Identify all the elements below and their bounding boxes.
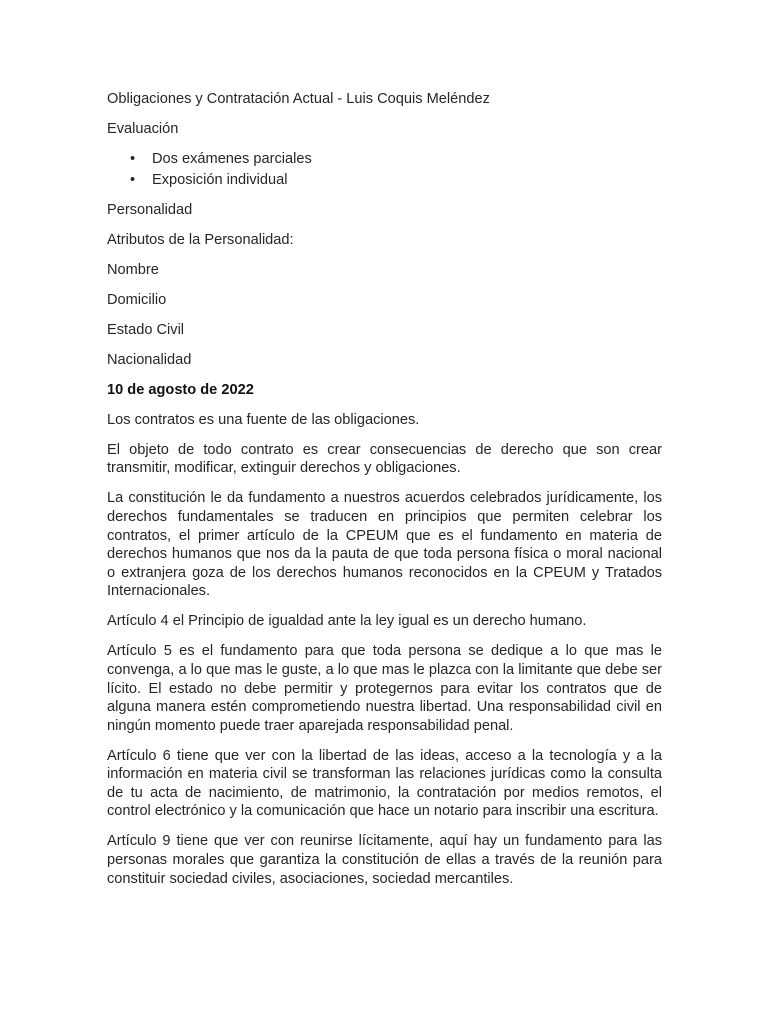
- paragraph-constitution: La constitución le da fundamento a nuestros acuerdos celebrados jurídicamente, los derechos fundamentales se traducen en principios que permiten celebrar los contratos, el primer artículo de la CPEUM que es el fundamento en materia de derechos humanos que nos da la pauta de que toda persona física o moral nacional o extranjera goza de los derechos humanos reconocidos en la CPEUM y Tratados Internacionales.: [107, 490, 662, 600]
- evaluation-heading: Evaluación: [107, 120, 179, 137]
- document-title: Obligaciones y Contratación Actual - Luis Coquis Meléndez: [107, 91, 490, 107]
- date-heading: 10 de agosto de 2022: [107, 381, 254, 398]
- paragraph-contracts-source: Los contratos es una fuente de las obligaciones.: [107, 411, 420, 428]
- evaluation-list: [107, 150, 662, 190]
- list-item: [107, 171, 662, 190]
- paragraph-article-9: Artículo 9 tiene que ver con reunirse lícitamente, aquí hay un fundamento para las personas morales que garantiza la constitución de ellas a través de la reunión para constituir sociedad civiles, asociaciones, sociedad mercantiles.: [107, 833, 662, 887]
- list-item: [107, 150, 662, 169]
- personality-heading: Personalidad: [107, 201, 193, 218]
- paragraph-article-6: Artículo 6 tiene que ver con la libertad de las ideas, acceso a la tecnología y a la información en materia civil se transforman las relaciones jurídicas como la consulta de tu acta de nacimiento, de matrimonio, la contratación por medios remotos, el control electrónico y la comunicación que hace un notario para inscribir una escritura.: [107, 747, 662, 820]
- paragraph-article-4: Artículo 4 el Principio de igualdad ante la ley igual es un derecho humano.: [107, 613, 587, 630]
- attribute-civil-status: Estado Civil: [107, 321, 185, 338]
- paragraph-article-5: Artículo 5 es el fundamento para que toda persona se dedique a lo que mas le convenga, a lo que mas le guste, a lo que mas le plazca con la limitante que debe ser lícito. El estado no debe permitir y protegernos para evitar los contratos que de alguna manera estén comprometiendo nuestra libertad. Una responsabilidad civil en ningún momento puede traer aparejada responsabilidad penal.: [107, 643, 662, 734]
- attribute-name: Nombre: [107, 261, 159, 278]
- attribute-address: Domicilio: [107, 291, 167, 308]
- list-item-text: Dos exámenes parciales: [152, 150, 312, 167]
- attributes-heading: Atributos de la Personalidad:: [107, 231, 294, 248]
- list-item-text: Exposición individual: [152, 171, 288, 188]
- attribute-nationality: Nacionalidad: [107, 351, 192, 368]
- paragraph-contract-object: El objeto de todo contrato es crear consecuencias de derecho que son crear transmitir, modificar, extinguir derechos y obligaciones.: [107, 441, 662, 477]
- bullet-icon: •: [130, 150, 136, 167]
- bullet-icon: •: [130, 171, 136, 188]
